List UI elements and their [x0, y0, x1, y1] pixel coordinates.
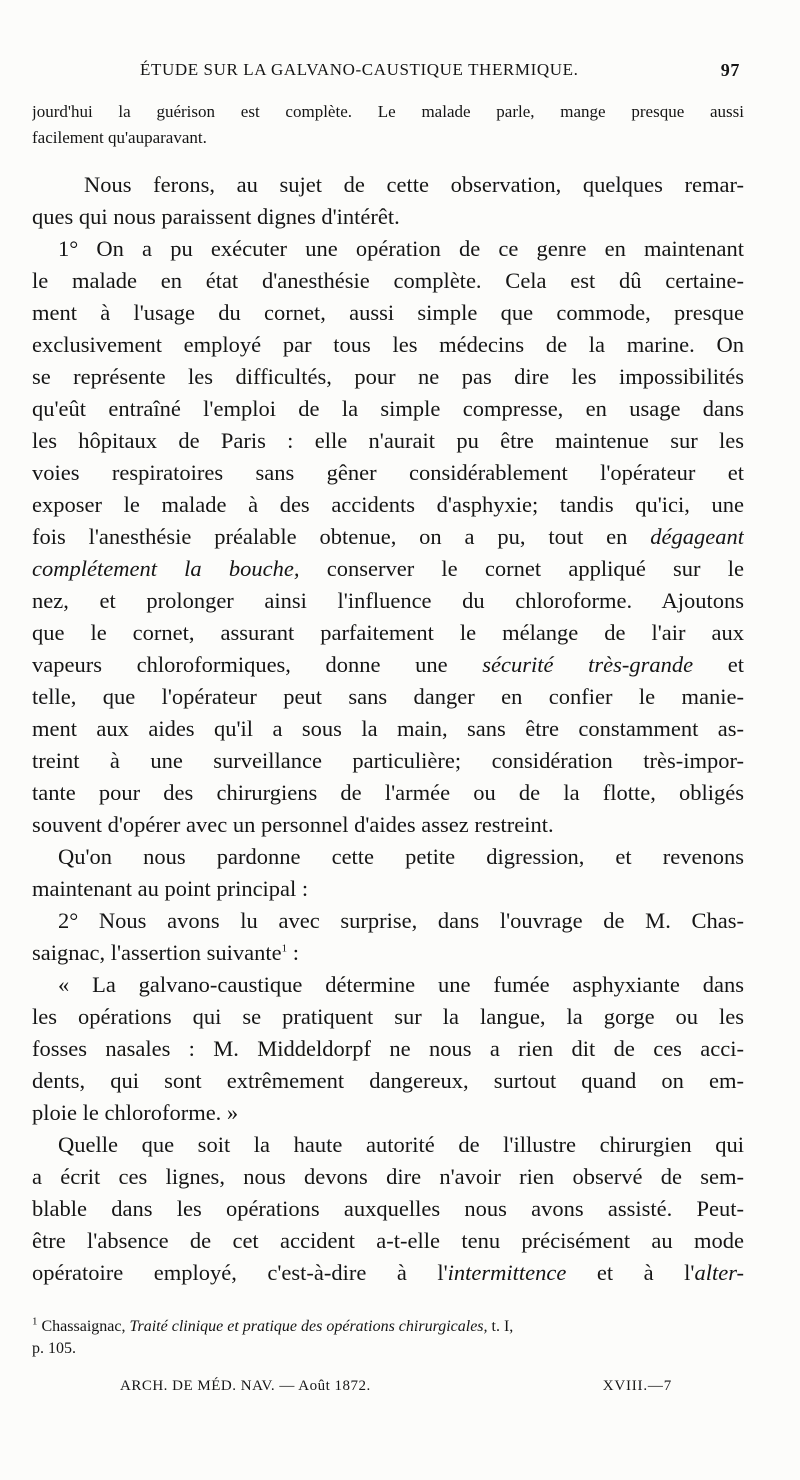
text-line: fosses nasales : M. Middeldorpf ne nous a rien dit de ces acci-: [32, 1036, 744, 1061]
text-span: saignac, l'assertion suivante: [32, 940, 282, 965]
text-line: Qu'on nous pardonne cette petite digression, et revenons: [58, 844, 744, 869]
italic-span: intermittence: [447, 1260, 567, 1285]
footnote-title: Traité clinique et pratique des opérations chirurgicales,: [129, 1318, 488, 1335]
italic-span: sécurité très-grande: [482, 652, 694, 677]
text-line: nez, et prolonger ainsi l'influence du chloroforme. Ajoutons: [32, 588, 744, 613]
footer-signature: XVIII.—7: [602, 1378, 672, 1394]
text-line: [32, 1260, 744, 1294]
text-span: et à l': [596, 1260, 695, 1285]
text-line: [32, 940, 744, 974]
text-line: jourd'hui la guérison est complète. Le malade parle, mange presque aussi: [32, 102, 744, 121]
footnote-tail: t. I,: [491, 1318, 514, 1335]
footnote-line: [32, 1315, 744, 1336]
text-line: a écrit ces lignes, nous devons dire n'avoir rien observé de sem-: [32, 1164, 744, 1189]
text-line: Quelle que soit la haute autorité de l'illustre chirurgien qui: [58, 1132, 744, 1157]
text-line: exclusivement employé par tous les médecins de la marine. On: [32, 332, 744, 357]
text-line: Nous ferons, au sujet de cette observation, quelques remar-: [84, 172, 744, 197]
text-span: :: [292, 940, 299, 965]
text-span: opératoire employé, c'est-à-dire à l': [32, 1260, 448, 1285]
text-line: exposer le malade à des accidents d'asphyxie; tandis qu'ici, une: [32, 492, 744, 517]
text-line: ques qui nous paraissent dignes d'intérêt.: [32, 204, 400, 229]
page-footer: [120, 1378, 672, 1402]
footnote-ref: 1: [281, 942, 288, 955]
text-line: les opérations qui se pratiquent sur la langue, la gorge ou les: [32, 1004, 744, 1029]
text-span: et: [727, 652, 744, 677]
text-line: souvent d'opérer avec un personnel d'aides assez restreint.: [32, 812, 554, 837]
text-span: conserver le cornet appliqué sur le: [326, 556, 744, 581]
text-line: « La galvano-caustique détermine une fumée asphyxiante dans: [58, 972, 744, 997]
text-line: 1° On a pu exécuter une opération de ce genre en maintenant: [58, 236, 744, 261]
running-header: [140, 60, 740, 90]
text-line: ment à l'usage du cornet, aussi simple que commode, presque: [32, 300, 744, 325]
text-line: tante pour des chirurgiens de l'armée ou de la flotte, obligés: [32, 780, 744, 805]
text-line: que le cornet, assurant parfaitement le mélange de l'air aux: [32, 620, 744, 645]
italic-span: complétement la bouche,: [32, 556, 300, 581]
page-number: 97: [720, 60, 740, 80]
text-line: voies respiratoires sans gêner considérablement l'opérateur et: [32, 460, 744, 485]
footer-journal: ARCH. DE MÉD. NAV. — Août 1872.: [120, 1378, 371, 1394]
text-line: [32, 524, 744, 558]
text-line: blable dans les opérations auxquelles nous avons assisté. Peut-: [32, 1196, 744, 1221]
text-line: treint à une surveillance particulière; considération très-impor-: [32, 748, 744, 773]
text-line: [32, 556, 744, 590]
text-line: dents, qui sont extrêmement dangereux, surtout quand on em-: [32, 1068, 744, 1093]
italic-span: dégageant: [650, 524, 744, 549]
text-line: ploie le chloroforme. »: [32, 1100, 239, 1125]
footnote-mark: 1: [32, 1315, 38, 1328]
text-line: [32, 652, 744, 686]
text-span: fois l'anesthésie préalable obtenue, on a pu, tout en: [32, 524, 628, 549]
text-line: maintenant au point principal :: [32, 876, 309, 901]
text-span: vapeurs chloroformiques, donne une: [32, 652, 448, 677]
footnote-line: p. 105.: [32, 1340, 76, 1357]
italic-span: alter-: [694, 1260, 744, 1285]
text-line: 2° Nous avons lu avec surprise, dans l'ouvrage de M. Chas-: [58, 908, 744, 933]
text-line: facilement qu'auparavant.: [32, 128, 207, 147]
text-line: telle, que l'opérateur peut sans danger en confier le manie-: [32, 684, 744, 709]
running-title: ÉTUDE SUR LA GALVANO-CAUSTIQUE THERMIQUE.: [140, 60, 579, 79]
text-line: le malade en état d'anesthésie complète. Cela est dû certaine-: [32, 268, 744, 293]
footnote-author: Chassaignac,: [41, 1318, 126, 1335]
text-line: qu'eût entraîné l'emploi de la simple compresse, en usage dans: [32, 396, 744, 421]
text-line: être l'absence de cet accident a-t-elle tenu précisément au mode: [32, 1228, 744, 1253]
text-line: ment aux aides qu'il a sous la main, sans être constamment as-: [32, 716, 744, 741]
text-line: se représente les difficultés, pour ne pas dire les impossibilités: [32, 364, 744, 389]
text-line: les hôpitaux de Paris : elle n'aurait pu être maintenue sur les: [32, 428, 744, 453]
